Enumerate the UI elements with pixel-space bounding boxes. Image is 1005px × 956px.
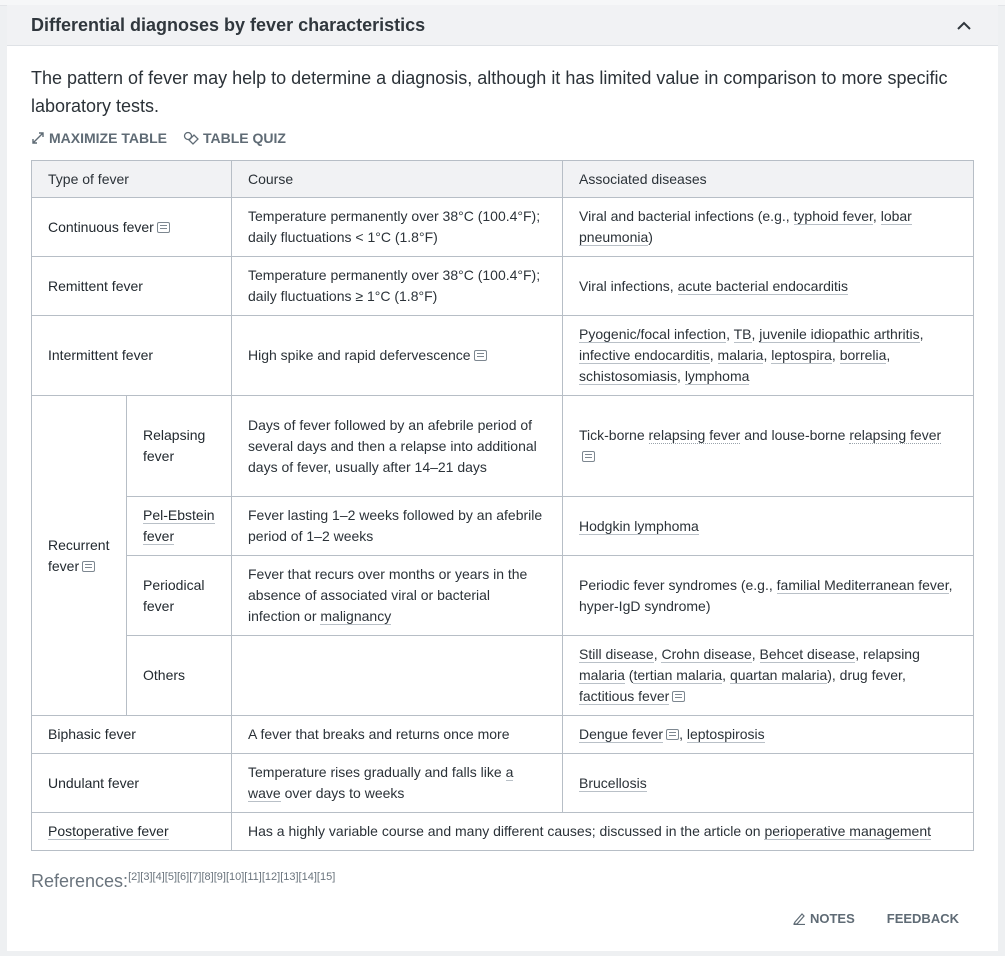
note-icon[interactable]: [157, 222, 170, 233]
link[interactable]: malaria: [717, 347, 764, 363]
diseases-cell: [563, 257, 974, 316]
table-header-row: [32, 161, 974, 198]
course-cell: [232, 636, 563, 716]
reference-link[interactable]: [9]: [213, 871, 226, 883]
course-cell: [232, 556, 563, 636]
cell-text: ,: [709, 347, 718, 363]
section-header[interactable]: [7, 5, 998, 46]
cell-text: Tick-borne: [579, 427, 649, 443]
reference-link[interactable]: [5]: [164, 871, 177, 883]
course-cell: [232, 813, 974, 851]
diseases-cell: [563, 396, 974, 497]
table-row: [32, 316, 974, 396]
cell-text: ,: [679, 726, 687, 742]
link[interactable]: Behcet disease: [759, 646, 856, 662]
header-course: Course: [232, 161, 563, 198]
table-row: [32, 497, 974, 556]
table-quiz-label: TABLE QUIZ: [202, 130, 286, 146]
link[interactable]: factitious fever: [579, 688, 670, 704]
cell-text: Biphasic fever: [48, 726, 136, 742]
diseases-cell: [563, 497, 974, 556]
expand-icon: [31, 131, 45, 145]
reference-link[interactable]: [10]: [225, 871, 245, 883]
subtype-cell: [127, 636, 232, 716]
link[interactable]: infective endocarditis: [579, 347, 710, 363]
header-diseases: Associated diseases: [563, 161, 974, 198]
cell-text: Fever lasting 1–2 weeks followed by an afebrile period of 1–2 weeks: [248, 507, 543, 544]
link[interactable]: lymphoma: [684, 368, 750, 384]
fever-table: [31, 160, 974, 851]
quiz-icon: [183, 131, 199, 145]
link[interactable]: malignancy: [320, 608, 392, 624]
diseases-cell: [563, 716, 974, 754]
notes-button[interactable]: [793, 911, 855, 926]
maximize-table-button[interactable]: [31, 130, 167, 146]
link[interactable]: leptospirosis: [686, 726, 765, 742]
fever-type-cell: [32, 316, 232, 396]
link[interactable]: tertian malaria: [633, 667, 723, 683]
link[interactable]: quartan malaria: [729, 667, 828, 683]
table-row: [32, 636, 974, 716]
diseases-cell: [563, 198, 974, 257]
cell-text: ,: [722, 667, 730, 683]
course-cell: [232, 198, 563, 257]
cell-text: ,: [677, 368, 685, 384]
reference-link[interactable]: [8]: [201, 871, 214, 883]
fever-type-cell: [32, 198, 232, 257]
link[interactable]: Pel-Ebstein fever: [143, 507, 215, 544]
cell-text: ,: [872, 208, 881, 224]
cell-text: ), drug fever,: [827, 667, 906, 683]
diseases-cell: [563, 754, 974, 813]
cell-text: Periodical fever: [143, 576, 205, 614]
table-quiz-button[interactable]: [183, 130, 286, 146]
references: [31, 871, 335, 892]
fever-type-cell: [32, 813, 232, 851]
cell-text: Recurrent fever: [48, 536, 110, 574]
cell-text: (: [624, 667, 634, 683]
subtype-cell: [127, 556, 232, 636]
references-label: References:: [31, 871, 129, 891]
cell-text: High spike and rapid defervescence: [248, 347, 471, 363]
note-icon[interactable]: [582, 451, 595, 462]
link[interactable]: acute bacterial endocarditis: [677, 277, 849, 294]
course-cell: [232, 396, 563, 497]
table-row: [32, 556, 974, 636]
link[interactable]: juvenile idiopathic arthritis: [759, 326, 920, 342]
cell-text: Fever that recurs over months or years in the absence of associated viral or bacterial infection or: [248, 566, 528, 624]
glossary-term[interactable]: relapsing fever: [648, 427, 741, 443]
cell-text: Viral and bacterial infections (e.g.,: [579, 208, 794, 224]
link[interactable]: leptospira: [771, 347, 832, 363]
cell-text: Relapsing fever: [143, 427, 206, 464]
cell-text: Undulant fever: [48, 774, 140, 791]
intro-text: The pattern of fever may help to determine a diagnosis, although it has limited value in comparison to more specific laboratory tests.: [31, 68, 948, 116]
link[interactable]: Still disease: [579, 646, 654, 662]
chevron-up-icon[interactable]: [954, 15, 974, 35]
reference-link[interactable]: [13]: [280, 871, 299, 883]
feedback-button[interactable]: FEEDBACK: [886, 911, 959, 926]
link[interactable]: Dengue fever: [579, 726, 664, 742]
glossary-term[interactable]: relapsing fever: [849, 427, 942, 443]
link[interactable]: typhoid fever: [793, 208, 873, 224]
cell-text: A fever that breaks and returns once more: [248, 726, 510, 742]
cell-text: , relapsing: [855, 646, 920, 662]
table-row: [32, 813, 974, 851]
reference-link[interactable]: [15]: [316, 871, 336, 883]
link[interactable]: perioperative management: [764, 823, 932, 839]
course-cell: [232, 497, 563, 556]
link[interactable]: Pyogenic/focal infection: [579, 326, 727, 342]
diseases-cell: [563, 556, 974, 636]
table-row: [32, 754, 974, 813]
cell-text: ,: [751, 646, 760, 662]
link[interactable]: TB: [733, 326, 752, 342]
note-icon[interactable]: [672, 691, 685, 702]
cell-text: Periodic fever syndromes (e.g.,: [579, 576, 777, 593]
header-type: Type of fever: [32, 161, 232, 198]
reference-link[interactable]: [12]: [261, 871, 281, 883]
subtype-cell: [127, 396, 232, 497]
cell-text: , hyper-IgD syndrome): [579, 576, 953, 614]
link[interactable]: borrelia: [839, 347, 887, 363]
reference-link[interactable]: [14]: [298, 871, 317, 883]
cell-text: ,: [653, 646, 662, 662]
link[interactable]: a wave: [248, 764, 514, 801]
cell-text: Viral infections,: [579, 277, 678, 294]
table-row: [32, 716, 974, 754]
section-panel: [7, 5, 998, 951]
cell-text: ,: [763, 347, 772, 363]
fever-type-cell: [32, 257, 232, 316]
cell-text: Temperature permanently over 38°C (100.4°F); daily fluctuations < 1°C (1.8°F): [248, 208, 541, 245]
cell-text: ): [648, 229, 653, 245]
note-icon[interactable]: [474, 350, 487, 361]
reference-link[interactable]: [11]: [244, 871, 262, 883]
link[interactable]: malaria: [579, 667, 625, 683]
link[interactable]: Postoperative fever: [48, 823, 169, 839]
course-cell: [232, 716, 563, 754]
cell-text: ,: [886, 347, 891, 363]
note-icon[interactable]: [666, 729, 679, 740]
cell-text: ,: [751, 326, 760, 342]
table-row: [32, 396, 974, 497]
fever-type-cell: [32, 754, 232, 813]
link[interactable]: schistosomiasis: [579, 368, 678, 384]
reference-link[interactable]: [4]: [152, 871, 165, 883]
link[interactable]: lobar pneumonia: [579, 208, 912, 245]
fever-type-cell: [32, 396, 127, 716]
diseases-cell: [563, 316, 974, 396]
notes-label: NOTES: [809, 911, 855, 926]
reference-link[interactable]: [3]: [140, 871, 153, 883]
cell-text: Days of fever followed by an afebrile period of several days and then a relapse into additional days of fever, usually after 14–21 days: [248, 416, 537, 475]
diseases-cell: [563, 636, 974, 716]
link[interactable]: Brucellosis: [579, 774, 647, 791]
cell-text: Others: [143, 667, 186, 683]
cell-text: ,: [726, 326, 734, 342]
subtype-cell: [127, 497, 232, 556]
cell-text: Temperature permanently over 38°C (100.4°F); daily fluctuations ≥ 1°C (1.8°F): [248, 267, 541, 304]
cell-text: ,: [831, 347, 840, 363]
cell-text: Continuous fever: [48, 218, 154, 235]
course-cell: [232, 257, 563, 316]
pencil-icon: [793, 912, 806, 925]
note-icon[interactable]: [82, 561, 95, 572]
maximize-table-label: MAXIMIZE TABLE: [49, 130, 167, 146]
cell-text: over days to weeks: [280, 785, 405, 801]
link[interactable]: Crohn disease: [661, 646, 752, 662]
reference-link[interactable]: [6]: [177, 871, 190, 883]
table-row: [32, 257, 974, 316]
fever-type-cell: [32, 716, 232, 754]
cell-text: Intermittent fever: [48, 347, 154, 363]
section-title: Differential diagnoses by fever characteristics: [31, 14, 426, 35]
course-cell: [232, 316, 563, 396]
cell-text: ,: [919, 326, 924, 342]
link[interactable]: Hodgkin lymphoma: [579, 517, 699, 534]
link[interactable]: familial Mediterranean fever: [776, 576, 949, 593]
course-cell: [232, 754, 563, 813]
cell-text: Temperature rises gradually and falls like: [248, 764, 506, 780]
cell-text: Has a highly variable course and many different causes; discussed in the article on: [248, 823, 765, 839]
table-row: [32, 198, 974, 257]
cell-text: Remittent fever: [48, 277, 143, 294]
reference-link[interactable]: [2]: [128, 871, 141, 883]
cell-text: and louse-borne: [740, 427, 850, 443]
reference-link[interactable]: [7]: [189, 871, 202, 883]
